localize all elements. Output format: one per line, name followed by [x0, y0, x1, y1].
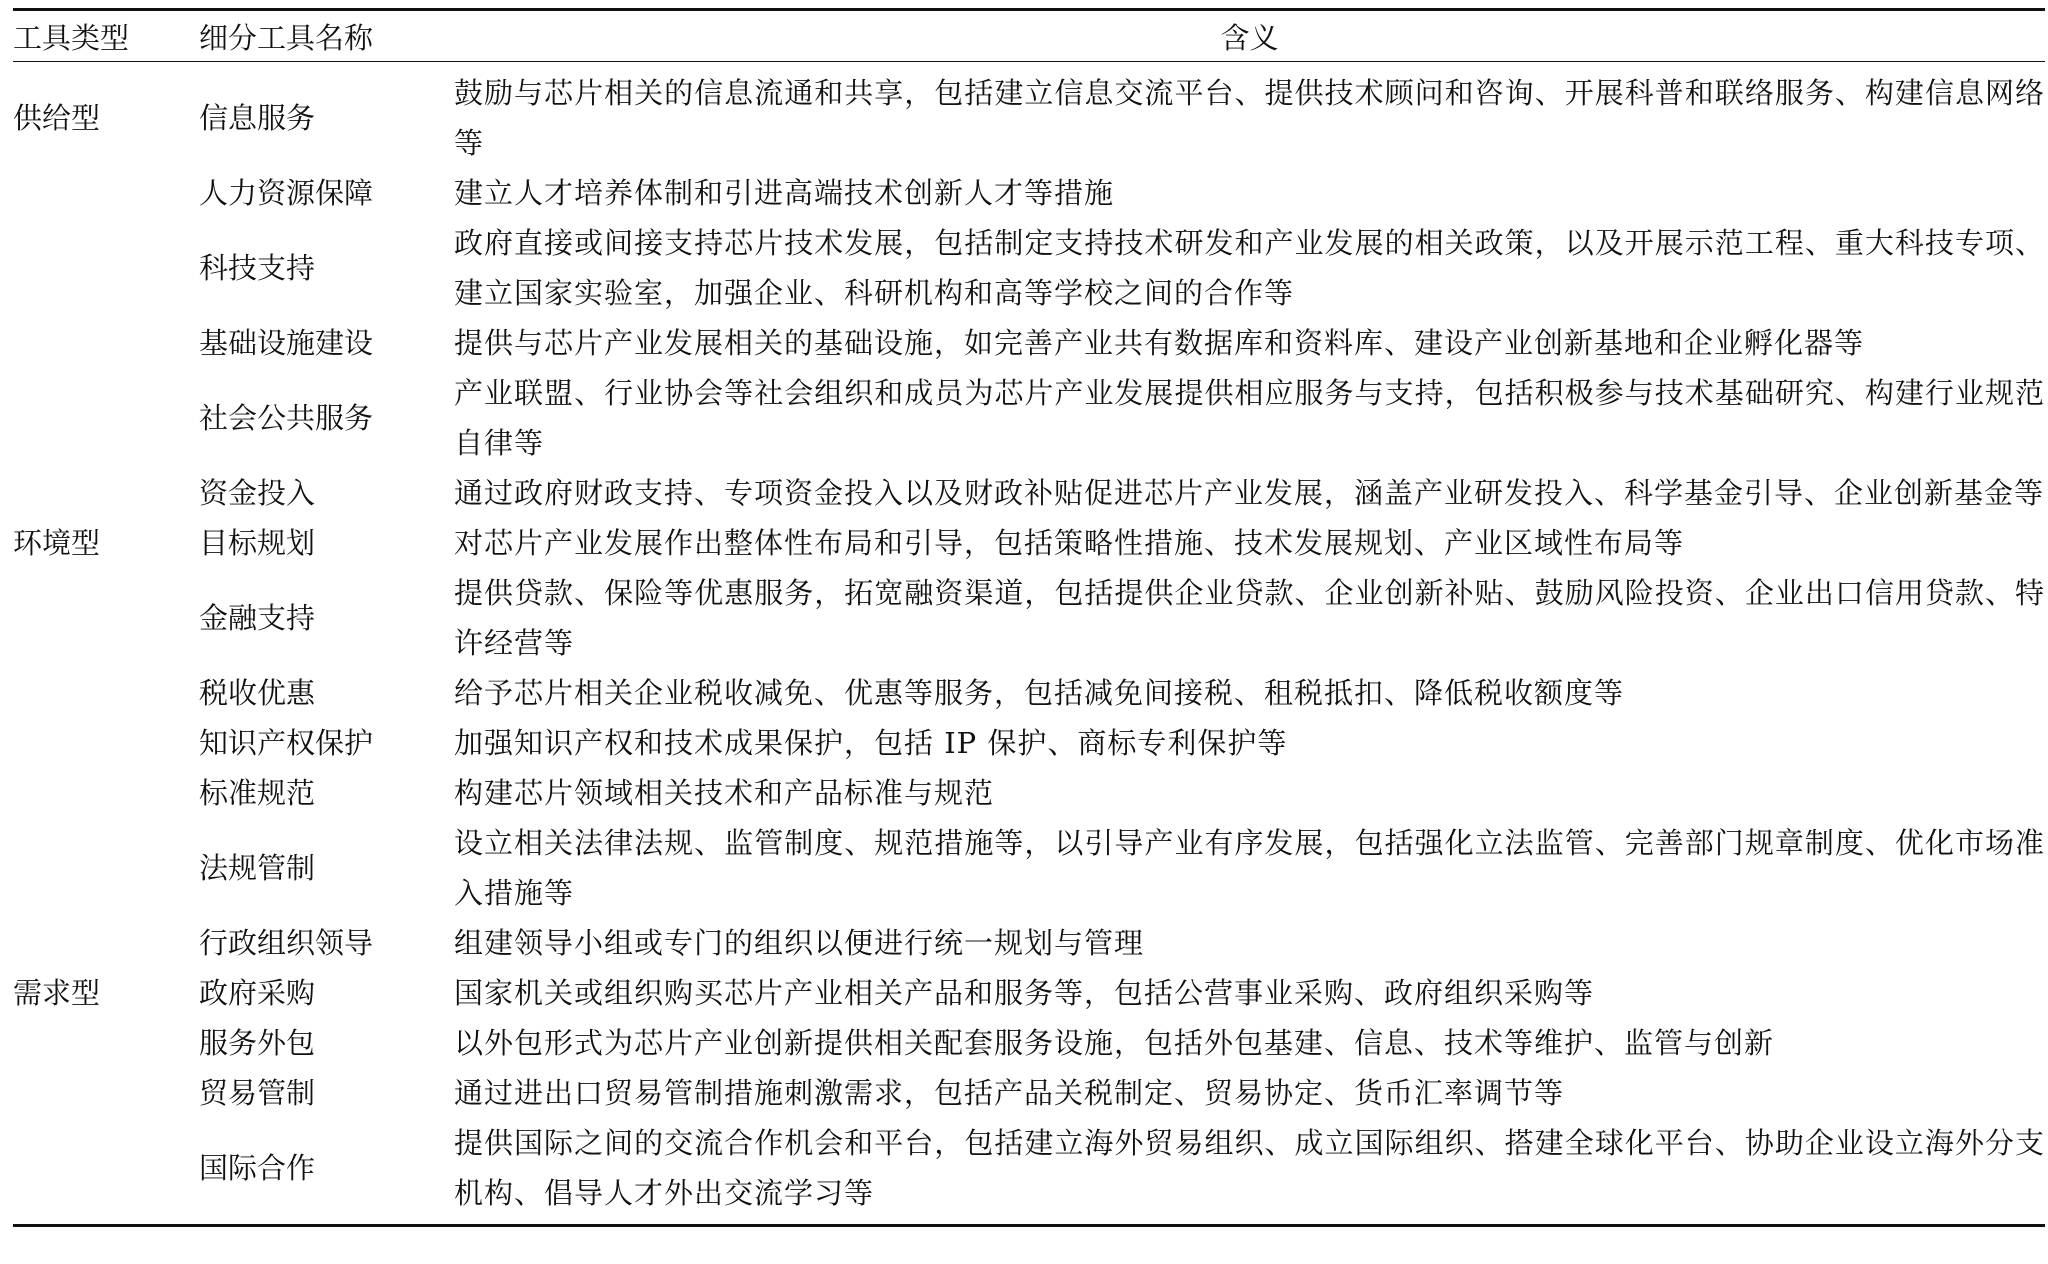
table-row — [13, 1118, 2045, 1226]
table-row — [13, 368, 2045, 468]
table-row — [13, 62, 2045, 169]
cell-meaning: 建立人才培养体制和引进高端技术创新人才等措施 — [454, 176, 1115, 210]
cell-tool-type — [13, 668, 199, 718]
cell-tool-name: 政府采购 — [199, 976, 316, 1010]
cell-tool-name: 信息服务 — [199, 101, 316, 135]
cell-tool-name: 国际合作 — [199, 1118, 454, 1226]
cell-meaning: 对芯片产业发展作出整体性布局和引导，包括策略性措施、技术发展规划、产业区域性布局等 — [454, 526, 1685, 560]
cell-tool-name: 行政组织领导 — [199, 926, 374, 960]
cell-tool-type — [13, 818, 199, 918]
cell-meaning: 设立相关法律法规、监管制度、规范措施等，以引导产业有序发展，包括强化立法监管、完善部门规章制度、优化市场准入措施等 — [454, 826, 2045, 910]
cell-tool-type — [13, 1068, 199, 1118]
table-body — [13, 62, 2045, 1226]
table-row — [13, 218, 2045, 318]
table-row — [13, 768, 2045, 818]
cell-tool-name: 金融支持 — [199, 601, 316, 635]
cell-tool-name: 法规管制 — [199, 851, 316, 885]
cell-tool-name: 贸易管制 — [199, 1076, 316, 1110]
cell-meaning: 通过进出口贸易管制措施刺激需求，包括产品关税制定、贸易协定、货币汇率调节等 — [454, 1076, 1565, 1110]
header-tool-type: 工具类型 — [13, 10, 199, 62]
cell-tool-type — [13, 1018, 199, 1068]
table-row — [13, 1068, 2045, 1118]
table-row — [13, 968, 2045, 1018]
cell-meaning: 政府直接或间接支持芯片技术发展，包括制定支持技术研发和产业发展的相关政策，以及开展示范工程、重大科技专项、建立国家实验室，加强企业、科研机构和高等学校之间的合作等 — [454, 226, 2045, 310]
cell-tool-name: 服务外包 — [199, 1026, 316, 1060]
cell-tool-type: 环境型 — [13, 526, 101, 560]
cell-meaning: 鼓励与芯片相关的信息流通和共享，包括建立信息交流平台、提供技术顾问和咨询、开展科普和联络服务、构建信息网络等 — [454, 76, 2045, 160]
cell-tool-type — [13, 218, 199, 318]
cell-tool-name: 目标规划 — [199, 526, 316, 560]
cell-tool-name: 基础设施建设 — [199, 326, 374, 360]
cell-meaning: 组建领导小组或专门的组织以便进行统一规划与管理 — [454, 926, 1145, 960]
table-row — [13, 818, 2045, 918]
cell-tool-name: 人力资源保障 — [199, 176, 374, 210]
table-row — [13, 468, 2045, 518]
cell-tool-name: 标准规范 — [199, 776, 316, 810]
cell-meaning: 提供与芯片产业发展相关的基础设施，如完善产业共有数据库和资料库、建设产业创新基地和企业孵化器等 — [454, 326, 1865, 360]
cell-meaning: 提供贷款、保险等优惠服务，拓宽融资渠道，包括提供企业贷款、企业创新补贴、鼓励风险投资、企业出口信用贷款、特许经营等 — [454, 576, 2045, 660]
cell-meaning: 构建芯片领域相关技术和产品标准与规范 — [454, 776, 995, 810]
cell-tool-name: 科技支持 — [199, 251, 316, 285]
cell-tool-type — [13, 1118, 199, 1226]
header-row — [13, 10, 2045, 62]
cell-tool-name: 社会公共服务 — [199, 401, 374, 435]
cell-tool-name: 税收优惠 — [199, 676, 316, 710]
cell-meaning: 以外包形式为芯片产业创新提供相关配套服务设施，包括外包基建、信息、技术等维护、监管与创新 — [454, 1026, 1775, 1060]
table-row — [13, 518, 2045, 568]
cell-tool-type: 需求型 — [13, 976, 101, 1010]
cell-meaning: 国家机关或组织购买芯片产业相关产品和服务等，包括公营事业采购、政府组织采购等 — [454, 976, 1595, 1010]
cell-tool-type — [13, 468, 199, 518]
cell-tool-type — [13, 168, 199, 218]
header-tool-name: 细分工具名称 — [199, 10, 454, 62]
cell-tool-type — [13, 368, 199, 468]
cell-meaning: 通过政府财政支持、专项资金投入以及财政补贴促进芯片产业发展，涵盖产业研发投入、科学基金引导、企业创新基金等 — [454, 476, 2045, 510]
cell-tool-name: 知识产权保护 — [199, 726, 374, 760]
table-row — [13, 1018, 2045, 1068]
header-meaning: 含义 — [454, 10, 2045, 62]
table-row — [13, 718, 2045, 768]
cell-meaning: 给予芯片相关企业税收减免、优惠等服务，包括减免间接税、租税抵扣、降低税收额度等 — [454, 676, 1625, 710]
cell-tool-type — [13, 918, 199, 968]
cell-meaning: 加强知识产权和技术成果保护，包括 IP 保护、商标专利保护等 — [454, 726, 1288, 760]
cell-tool-name: 资金投入 — [199, 476, 316, 510]
cell-tool-type — [13, 318, 199, 368]
table-row — [13, 668, 2045, 718]
table-row — [13, 568, 2045, 668]
cell-tool-type — [13, 718, 199, 768]
table-row — [13, 318, 2045, 368]
table-row — [13, 168, 2045, 218]
cell-meaning: 产业联盟、行业协会等社会组织和成员为芯片产业发展提供相应服务与支持，包括积极参与技术基础研究、构建行业规范自律等 — [454, 376, 2045, 460]
table-header — [13, 10, 2045, 62]
table-row — [13, 918, 2045, 968]
cell-tool-type — [13, 568, 199, 668]
cell-tool-type: 供给型 — [13, 101, 101, 135]
cell-tool-type — [13, 768, 199, 818]
policy-tools-table — [13, 8, 2045, 1227]
cell-meaning: 提供国际之间的交流合作机会和平台，包括建立海外贸易组织、成立国际组织、搭建全球化平台、协助企业设立海外分支机构、倡导人才外出交流学习等 — [454, 1118, 2045, 1226]
